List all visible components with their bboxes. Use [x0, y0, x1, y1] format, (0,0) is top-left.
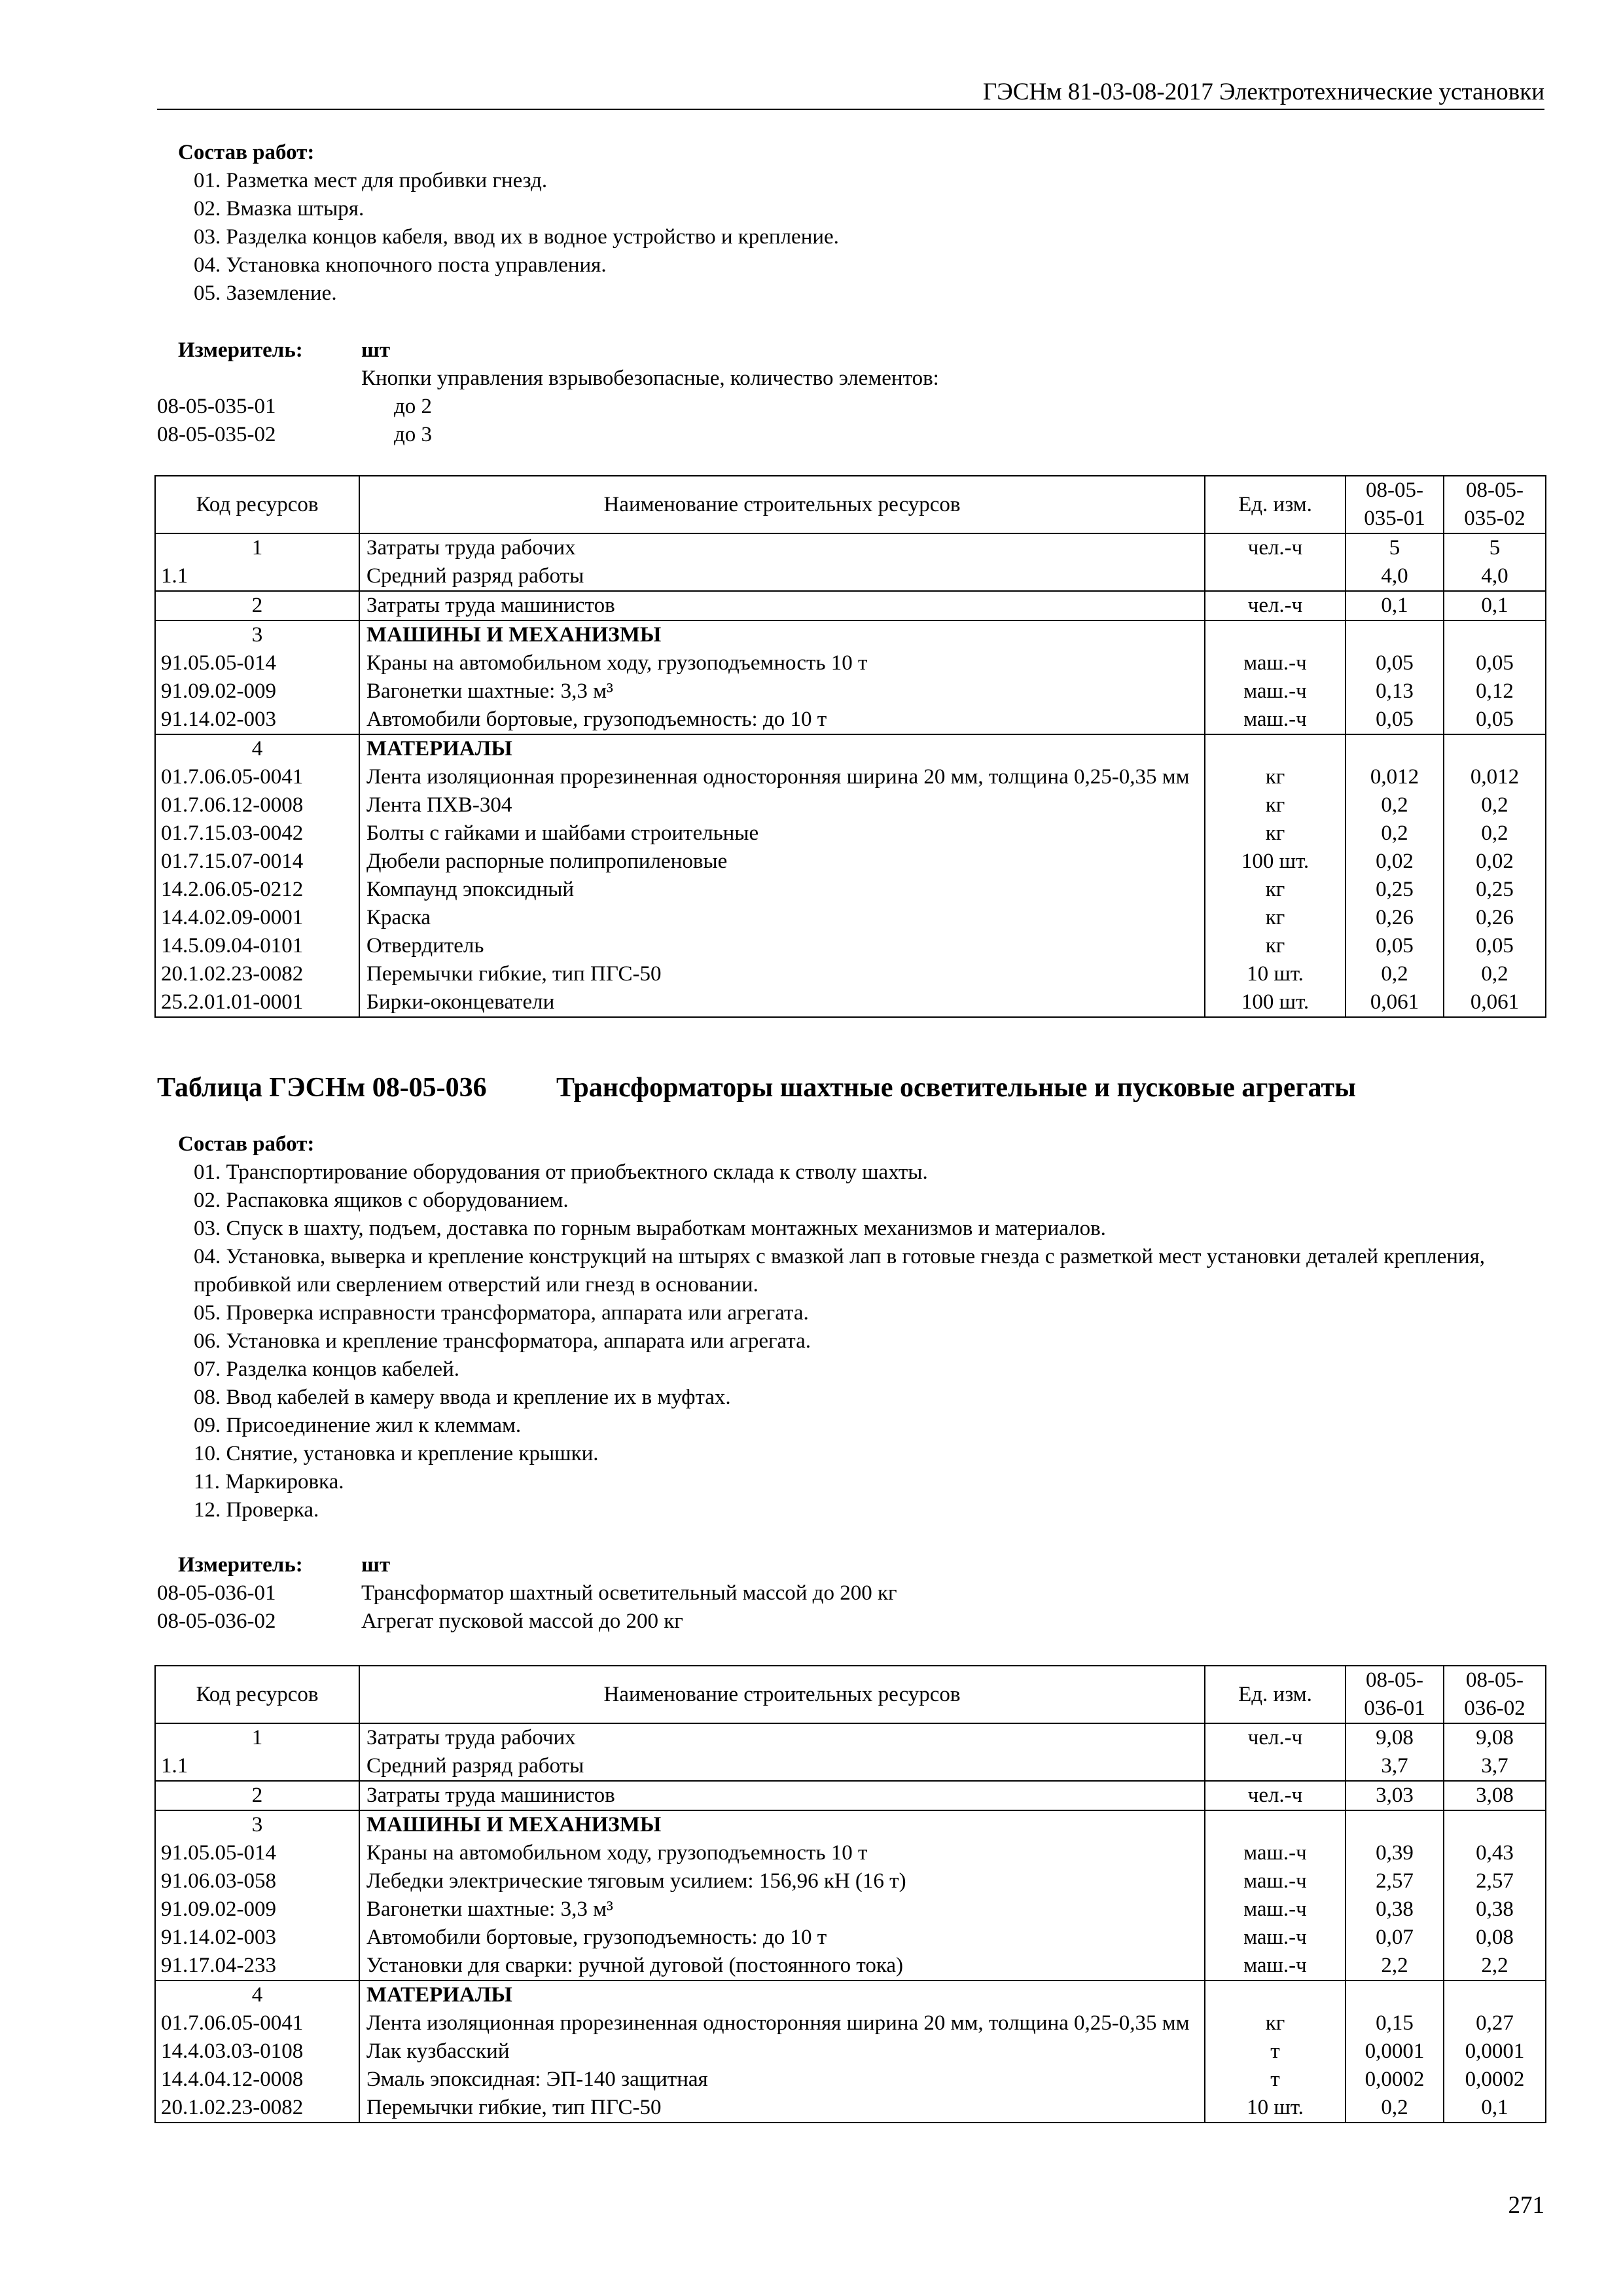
- resource-code: 91.14.02-003: [155, 706, 359, 734]
- norm-value-a: 0,39: [1346, 1839, 1444, 1867]
- norm-row: [157, 1579, 1544, 1607]
- work-item: 06. Установка и крепление трансформатора, аппарата или агрегата.: [194, 1329, 812, 1353]
- meter-label: Измеритель:: [178, 1553, 303, 1577]
- norm-value-a: 0,05: [1346, 649, 1444, 677]
- meter-row: [157, 336, 1544, 365]
- norm-code: 08-05-035-01: [157, 395, 276, 418]
- resource-unit: [1205, 562, 1346, 591]
- resource-name: Затраты труда машинистов: [359, 591, 1205, 620]
- norm-value-b: 0,2: [1444, 819, 1546, 848]
- meter-desc-row: [157, 365, 1544, 393]
- norm-name: Агрегат пусковой массой до 200 кг: [361, 1609, 683, 1633]
- resource-unit: [1205, 1810, 1346, 1839]
- norm-value-b: 0,25: [1444, 876, 1546, 904]
- resource-code: 14.2.06.05-0212: [155, 876, 359, 904]
- norm-value-b: 0,38: [1444, 1895, 1546, 1924]
- resource-code: 4: [155, 1981, 359, 2009]
- resource-code: 91.17.04-233: [155, 1952, 359, 1981]
- norm-row: [157, 393, 1544, 421]
- resource-code: 25.2.01.01-0001: [155, 988, 359, 1017]
- table-row: [155, 791, 1546, 819]
- resource-code: 01.7.15.03-0042: [155, 819, 359, 848]
- resource-name: Краска: [359, 904, 1205, 932]
- resource-unit: маш.-ч: [1205, 1867, 1346, 1895]
- table-row: [155, 649, 1546, 677]
- col-header-norm-a: 08-05-036-01: [1346, 1666, 1444, 1723]
- resource-code: 01.7.06.05-0041: [155, 763, 359, 791]
- col-header-norm-b: 08-05-035-02: [1444, 476, 1546, 533]
- work-item: 03. Спуск в шахту, подъем, доставка по горным выработкам монтажных механизмов и материалов.: [194, 1217, 1106, 1240]
- norm-value-b: [1444, 1810, 1546, 1839]
- col-header-name: Наименование строительных ресурсов: [359, 476, 1205, 533]
- resource-name: Автомобили бортовые, грузоподъемность: до 10 т: [359, 706, 1205, 734]
- norm-value-b: 0,2: [1444, 791, 1546, 819]
- norm-value-a: 0,07: [1346, 1924, 1444, 1952]
- table-row: [155, 1895, 1546, 1924]
- work-composition-heading: Состав работ:: [178, 141, 315, 164]
- col-header-norm-b: 08-05-036-02: [1444, 1666, 1546, 1723]
- norm-value-a: 0,13: [1346, 677, 1444, 706]
- resource-name: Автомобили бортовые, грузоподъемность: до 10 т: [359, 1924, 1205, 1952]
- norm-value-b: 0,061: [1444, 988, 1546, 1017]
- resource-unit: 100 шт.: [1205, 848, 1346, 876]
- norm-value-a: 2,57: [1346, 1867, 1444, 1895]
- resource-name: Лак кузбасский: [359, 2037, 1205, 2066]
- norm-value-a: 0,26: [1346, 904, 1444, 932]
- norm-value-b: 0,2: [1444, 960, 1546, 988]
- resource-code: 91.14.02-003: [155, 1924, 359, 1952]
- norm-code: 08-05-036-01: [157, 1581, 276, 1605]
- resources-table-1: [154, 475, 1546, 1018]
- resource-code: 01.7.15.07-0014: [155, 848, 359, 876]
- running-header: ГЭСНм 81-03-08-2017 Электротехнические установки: [982, 79, 1544, 105]
- norm-value-a: 0,05: [1346, 932, 1444, 960]
- norm-value-a: 0,061: [1346, 988, 1444, 1017]
- resource-code: 01.7.06.12-0008: [155, 791, 359, 819]
- norm-value-b: 0,12: [1444, 677, 1546, 706]
- table-name: Трансформаторы шахтные осветительные и пусковые агрегаты: [556, 1073, 1356, 1103]
- resource-code: 14.4.02.09-0001: [155, 904, 359, 932]
- meter-block-2: [157, 1551, 1544, 1636]
- resource-name: Затраты труда рабочих: [359, 533, 1205, 562]
- resource-code: 91.06.03-058: [155, 1867, 359, 1895]
- work-item: 10. Снятие, установка и крепление крышки.: [194, 1442, 599, 1465]
- table-row: [155, 1752, 1546, 1781]
- norm-value-b: 0,0001: [1444, 2037, 1546, 2066]
- resource-code: 2: [155, 1781, 359, 1810]
- resource-unit: т: [1205, 2066, 1346, 2094]
- resource-name: Перемычки гибкие, тип ПГС-50: [359, 2094, 1205, 2123]
- resource-name: МАТЕРИАЛЫ: [359, 1981, 1205, 2009]
- resource-unit: 10 шт.: [1205, 2094, 1346, 2123]
- table-row: [155, 819, 1546, 848]
- resource-unit: чел.-ч: [1205, 533, 1346, 562]
- table-row: [155, 848, 1546, 876]
- resource-name: Средний разряд работы: [359, 1752, 1205, 1781]
- resource-code: 91.05.05-014: [155, 1839, 359, 1867]
- table-row: [155, 1867, 1546, 1895]
- norm-value-b: 0,1: [1444, 2094, 1546, 2123]
- norm-value-a: 3,03: [1346, 1781, 1444, 1810]
- table-row: [155, 960, 1546, 988]
- meter-unit: шт: [361, 338, 391, 362]
- resource-name: МАШИНЫ И МЕХАНИЗМЫ: [359, 1810, 1205, 1839]
- work-item: 05. Заземление.: [194, 281, 337, 305]
- resource-unit: [1205, 734, 1346, 763]
- resource-name: Затраты труда машинистов: [359, 1781, 1205, 1810]
- norm-row: [157, 421, 1544, 449]
- resource-name: Компаунд эпоксидный: [359, 876, 1205, 904]
- norm-value-a: [1346, 1810, 1444, 1839]
- work-list-2: [157, 1158, 1544, 1524]
- resource-code: 1.1: [155, 1752, 359, 1781]
- resource-unit: маш.-ч: [1205, 1895, 1346, 1924]
- resource-code: 14.5.09.04-0101: [155, 932, 359, 960]
- table-row: [155, 677, 1546, 706]
- resource-code: 01.7.06.05-0041: [155, 2009, 359, 2037]
- table-row: [155, 1924, 1546, 1952]
- resource-name: МАТЕРИАЛЫ: [359, 734, 1205, 763]
- resource-code: 91.09.02-009: [155, 677, 359, 706]
- norm-value-b: 0,05: [1444, 649, 1546, 677]
- norm-value-a: 0,0001: [1346, 2037, 1444, 2066]
- resource-code: 91.09.02-009: [155, 1895, 359, 1924]
- norm-value-b: 3,08: [1444, 1781, 1546, 1810]
- norm-value-a: 0,1: [1346, 591, 1444, 620]
- norm-code: 08-05-036-02: [157, 1609, 276, 1633]
- table-row: [155, 734, 1546, 763]
- resources-table-2: [154, 1665, 1546, 2123]
- norm-value-a: 4,0: [1346, 562, 1444, 591]
- table-row: [155, 1723, 1546, 1752]
- table-row: [155, 2094, 1546, 2123]
- resource-unit: [1205, 620, 1346, 649]
- resource-name: Болты с гайками и шайбами строительные: [359, 819, 1205, 848]
- norm-row: [157, 1607, 1544, 1636]
- norm-value-b: 5: [1444, 533, 1546, 562]
- meter-block-1: [157, 336, 1544, 449]
- resource-name: Лента изоляционная прорезиненная односторонняя ширина 20 мм, толщина 0,25-0,35 мм: [359, 2009, 1205, 2037]
- norm-value-b: 0,1: [1444, 591, 1546, 620]
- norm-value-b: 0,27: [1444, 2009, 1546, 2037]
- table-title-2: [157, 1071, 1544, 1105]
- work-item: 05. Проверка исправности трансформатора, аппарата или агрегата.: [194, 1301, 809, 1325]
- resource-unit: кг: [1205, 876, 1346, 904]
- work-item: 01. Транспортирование оборудования от приобъектного склада к стволу шахты.: [194, 1160, 928, 1184]
- table-row: [155, 706, 1546, 734]
- work-item: 07. Разделка концов кабелей.: [194, 1357, 459, 1381]
- meter-unit: шт: [361, 1553, 391, 1577]
- resource-code: 20.1.02.23-0082: [155, 960, 359, 988]
- table-row: [155, 2066, 1546, 2094]
- resource-name: Краны на автомобильном ходу, грузоподъемность 10 т: [359, 649, 1205, 677]
- norm-value-a: 5: [1346, 533, 1444, 562]
- norm-value-a: 0,0002: [1346, 2066, 1444, 2094]
- norm-value-b: 0,0002: [1444, 2066, 1546, 2094]
- resource-name: МАШИНЫ И МЕХАНИЗМЫ: [359, 620, 1205, 649]
- resource-code: 1.1: [155, 562, 359, 591]
- work-item: 08. Ввод кабелей в камеру ввода и крепление их в муфтах.: [194, 1386, 731, 1409]
- resource-name: Лента ПХВ-304: [359, 791, 1205, 819]
- work-item: 09. Присоединение жил к клеммам.: [194, 1414, 522, 1437]
- table-row: [155, 1839, 1546, 1867]
- table-row: [155, 1981, 1546, 2009]
- norm-value-b: 0,02: [1444, 848, 1546, 876]
- resource-code: 3: [155, 620, 359, 649]
- resource-name: Краны на автомобильном ходу, грузоподъемность 10 т: [359, 1839, 1205, 1867]
- norm-value-a: 0,25: [1346, 876, 1444, 904]
- norm-value-a: 0,05: [1346, 706, 1444, 734]
- resource-name: Эмаль эпоксидная: ЭП-140 защитная: [359, 2066, 1205, 2094]
- work-composition-1: [157, 139, 1544, 308]
- resource-unit: чел.-ч: [1205, 1723, 1346, 1752]
- table-row: [155, 562, 1546, 591]
- norm-value-b: [1444, 620, 1546, 649]
- table-header-row: [155, 476, 1546, 533]
- meter-row: [157, 1551, 1544, 1579]
- resource-code: 1: [155, 1723, 359, 1752]
- col-header-unit: Ед. изм.: [1205, 1666, 1346, 1723]
- norm-name: до 3: [394, 423, 433, 446]
- norm-value-b: 0,08: [1444, 1924, 1546, 1952]
- table-row: [155, 988, 1546, 1017]
- resource-unit: маш.-ч: [1205, 1839, 1346, 1867]
- norm-value-b: 0,05: [1444, 932, 1546, 960]
- norm-value-a: 0,02: [1346, 848, 1444, 876]
- col-header-code: Код ресурсов: [155, 476, 359, 533]
- norm-value-a: [1346, 620, 1444, 649]
- resource-name: Установки для сварки: ручной дуговой (постоянного тока): [359, 1952, 1205, 1981]
- norm-value-b: 2,2: [1444, 1952, 1546, 1981]
- table-row: [155, 2037, 1546, 2066]
- work-item: 04. Установка, выверка и крепление конструкций на штырях с вмазкой лап в готовые гнезда с разметкой мест установки деталей крепления, пробивкой или сверлением отверстий или гнезд в основании.: [194, 1245, 1486, 1297]
- resource-code: 2: [155, 591, 359, 620]
- norm-value-a: [1346, 734, 1444, 763]
- work-composition-2: [157, 1130, 1544, 1524]
- resource-unit: кг: [1205, 904, 1346, 932]
- resource-name: Лента изоляционная прорезиненная односторонняя ширина 20 мм, толщина 0,25-0,35 мм: [359, 763, 1205, 791]
- col-header-code: Код ресурсов: [155, 1666, 359, 1723]
- norm-value-b: 2,57: [1444, 1867, 1546, 1895]
- resource-name: Перемычки гибкие, тип ПГС-50: [359, 960, 1205, 988]
- work-item: 03. Разделка концов кабеля, ввод их в водное устройство и крепление.: [194, 225, 839, 249]
- table-row: [155, 1781, 1546, 1810]
- resource-unit: чел.-ч: [1205, 1781, 1346, 1810]
- work-item: 02. Вмазка штыря.: [194, 197, 365, 221]
- resource-unit: [1205, 1981, 1346, 2009]
- table-row: [155, 533, 1546, 562]
- resource-unit: маш.-ч: [1205, 1952, 1346, 1981]
- resource-code: 1: [155, 533, 359, 562]
- page-number: 271: [1508, 2192, 1544, 2219]
- norm-value-b: 3,7: [1444, 1752, 1546, 1781]
- table-row: [155, 591, 1546, 620]
- resource-unit: маш.-ч: [1205, 649, 1346, 677]
- resource-name: Лебедки электрические тяговым усилием: 156,96 кН (16 т): [359, 1867, 1205, 1895]
- resource-name: Затраты труда рабочих: [359, 1723, 1205, 1752]
- resource-code: 4: [155, 734, 359, 763]
- norm-code: 08-05-035-02: [157, 423, 276, 446]
- norm-value-b: 0,05: [1444, 706, 1546, 734]
- resource-code: 20.1.02.23-0082: [155, 2094, 359, 2123]
- work-item: 11. Маркировка.: [194, 1470, 344, 1494]
- norm-value-a: 0,012: [1346, 763, 1444, 791]
- work-composition-heading: Состав работ:: [178, 1132, 315, 1156]
- resource-code: 91.05.05-014: [155, 649, 359, 677]
- header-divider: [157, 109, 1544, 110]
- resource-unit: 10 шт.: [1205, 960, 1346, 988]
- resource-unit: [1205, 1752, 1346, 1781]
- table-row: [155, 620, 1546, 649]
- meter-description: Кнопки управления взрывобезопасные, количество элементов:: [361, 367, 939, 390]
- resource-unit: маш.-ч: [1205, 706, 1346, 734]
- resource-unit: кг: [1205, 819, 1346, 848]
- norm-value-b: 9,08: [1444, 1723, 1546, 1752]
- col-header-norm-a: 08-05-035-01: [1346, 476, 1444, 533]
- resource-unit: кг: [1205, 791, 1346, 819]
- resource-name: Бирки-оконцеватели: [359, 988, 1205, 1017]
- norm-value-b: [1444, 734, 1546, 763]
- resource-unit: кг: [1205, 2009, 1346, 2037]
- work-item: 01. Разметка мест для пробивки гнезд.: [194, 169, 548, 192]
- norm-value-a: 0,2: [1346, 960, 1444, 988]
- table-row: [155, 876, 1546, 904]
- work-list-1: [157, 167, 1544, 308]
- norm-value-a: 0,2: [1346, 819, 1444, 848]
- table-row: [155, 763, 1546, 791]
- col-header-name: Наименование строительных ресурсов: [359, 1666, 1205, 1723]
- norm-value-a: 9,08: [1346, 1723, 1444, 1752]
- table-header-row: [155, 1666, 1546, 1723]
- resource-name: Вагонетки шахтные: 3,3 м³: [359, 677, 1205, 706]
- table-row: [155, 1952, 1546, 1981]
- table-row: [155, 2009, 1546, 2037]
- norm-value-b: 0,26: [1444, 904, 1546, 932]
- norm-value-a: 0,2: [1346, 791, 1444, 819]
- resource-unit: маш.-ч: [1205, 677, 1346, 706]
- norm-value-a: 0,38: [1346, 1895, 1444, 1924]
- norm-value-a: 0,15: [1346, 2009, 1444, 2037]
- resource-code: 14.4.03.03-0108: [155, 2037, 359, 2066]
- norm-name: до 2: [394, 395, 433, 418]
- resource-unit: маш.-ч: [1205, 1924, 1346, 1952]
- table-row: [155, 1810, 1546, 1839]
- work-item: 04. Установка кнопочного поста управления.: [194, 253, 607, 277]
- resource-name: Средний разряд работы: [359, 562, 1205, 591]
- resource-unit: кг: [1205, 932, 1346, 960]
- resource-unit: т: [1205, 2037, 1346, 2066]
- table-row: [155, 932, 1546, 960]
- norm-name: Трансформатор шахтный осветительный массой до 200 кг: [361, 1581, 897, 1605]
- table-row: [155, 904, 1546, 932]
- norm-value-a: [1346, 1981, 1444, 2009]
- resource-name: Отвердитель: [359, 932, 1205, 960]
- resource-unit: чел.-ч: [1205, 591, 1346, 620]
- resource-unit: кг: [1205, 763, 1346, 791]
- norm-value-a: 0,2: [1346, 2094, 1444, 2123]
- resource-name: Дюбели распорные полипропиленовые: [359, 848, 1205, 876]
- work-item: 02. Распаковка ящиков с оборудованием.: [194, 1189, 569, 1212]
- norm-value-b: 0,012: [1444, 763, 1546, 791]
- norm-value-b: [1444, 1981, 1546, 2009]
- table-number: Таблица ГЭСНм 08-05-036: [157, 1073, 487, 1103]
- meter-label: Измеритель:: [178, 338, 303, 362]
- resource-code: 3: [155, 1810, 359, 1839]
- resource-code: 14.4.04.12-0008: [155, 2066, 359, 2094]
- resource-unit: 100 шт.: [1205, 988, 1346, 1017]
- norm-value-a: 2,2: [1346, 1952, 1444, 1981]
- norm-value-b: 0,43: [1444, 1839, 1546, 1867]
- work-item: 12. Проверка.: [194, 1498, 319, 1522]
- norm-value-a: 3,7: [1346, 1752, 1444, 1781]
- resource-name: Вагонетки шахтные: 3,3 м³: [359, 1895, 1205, 1924]
- norm-value-b: 4,0: [1444, 562, 1546, 591]
- col-header-unit: Ед. изм.: [1205, 476, 1346, 533]
